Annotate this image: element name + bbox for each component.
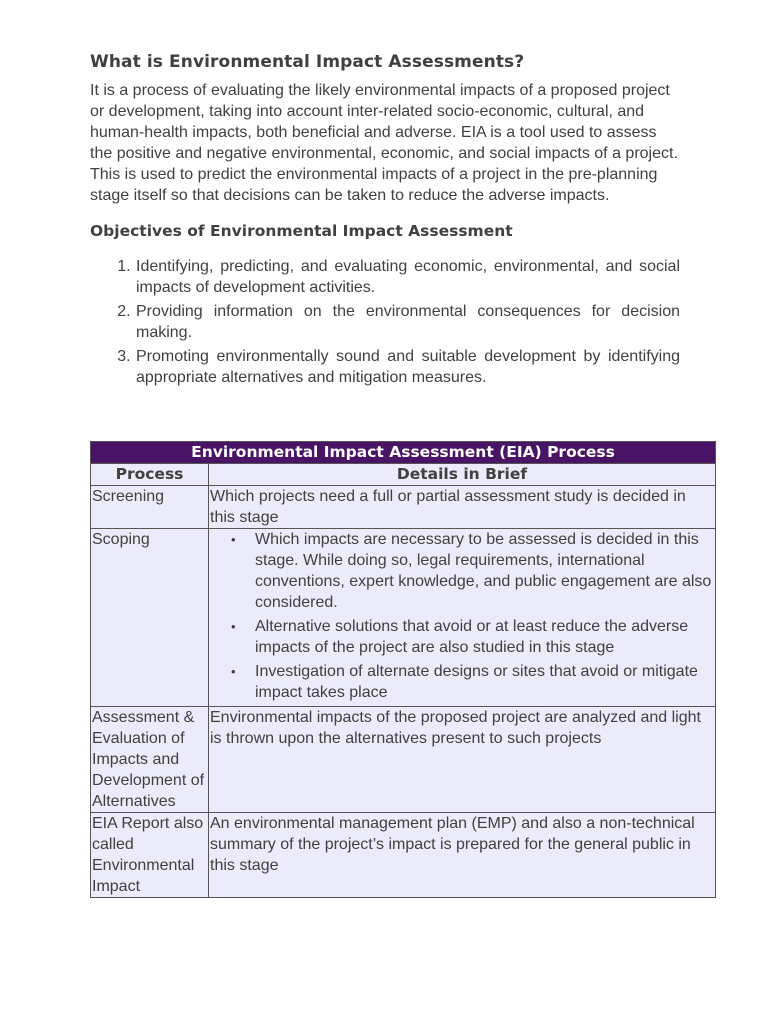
bullet-item: • Investigation of alternate designs or sites that avoid or mitigate impact takes place <box>255 661 714 703</box>
details-cell: Environmental impacts of the proposed project are analyzed and light is thrown upon the alternatives present to such projects <box>209 707 716 813</box>
process-cell: Scoping <box>91 529 209 707</box>
details-cell <box>209 529 716 707</box>
table-caption-row <box>91 442 716 464</box>
list-item: 1. Identifying, predicting, and evaluating economic, environmental, and social impacts of development activities. <box>135 256 680 298</box>
bullet-item: • Alternative solutions that avoid or at least reduce the adverse impacts of the project are also studied in this stage <box>255 616 714 658</box>
details-cell: An environmental management plan (EMP) and also a non-technical summary of the project’s impact is prepared for the general public in this stage <box>209 813 716 898</box>
objectives-heading: Objectives of Environmental Impact Assessment <box>90 222 513 240</box>
objectives-list <box>90 256 680 388</box>
intro-paragraph: It is a process of evaluating the likely environmental impacts of a proposed project or development, taking into account inter-related socio-economic, cultural, and human-health impacts, both beneficial and adverse. EIA is a tool used to assess the positive and negative environmental, economic, and social impacts of a project. This is used to predict the environmental impacts of a project in the pre-planning stage itself so that decisions can be taken to reduce the adverse impacts. <box>90 82 678 204</box>
document-page <box>90 52 680 391</box>
column-header-details: Details in Brief <box>209 464 716 486</box>
scoping-bullets <box>210 529 714 703</box>
eia-process-table <box>90 441 716 898</box>
table-row <box>91 813 716 898</box>
table-row <box>91 707 716 813</box>
process-cell: Assessment & Evaluation of Impacts and Development of Alternatives <box>91 707 209 813</box>
process-cell: EIA Report also called Environmental Impact <box>91 813 209 898</box>
page-title: What is Environmental Impact Assessments? <box>90 52 525 72</box>
bullet-item: • Which impacts are necessary to be assessed is decided in this stage. While doing so, legal requirements, international conventions, expert knowledge, and public engagement are also considered. <box>255 529 714 613</box>
process-cell: Screening <box>91 486 209 529</box>
table-row <box>91 529 716 707</box>
column-header-process: Process <box>91 464 209 486</box>
table-row <box>91 486 716 529</box>
list-item: 2. Providing information on the environmental consequences for decision making. <box>135 301 680 343</box>
table-caption: Environmental Impact Assessment (EIA) Process <box>91 442 716 464</box>
details-cell: Which projects need a full or partial assessment study is decided in this stage <box>209 486 716 529</box>
list-item: 3. Promoting environmentally sound and suitable development by identifying appropriate alternatives and mitigation measures. <box>135 346 680 388</box>
table-header-row <box>91 464 716 486</box>
